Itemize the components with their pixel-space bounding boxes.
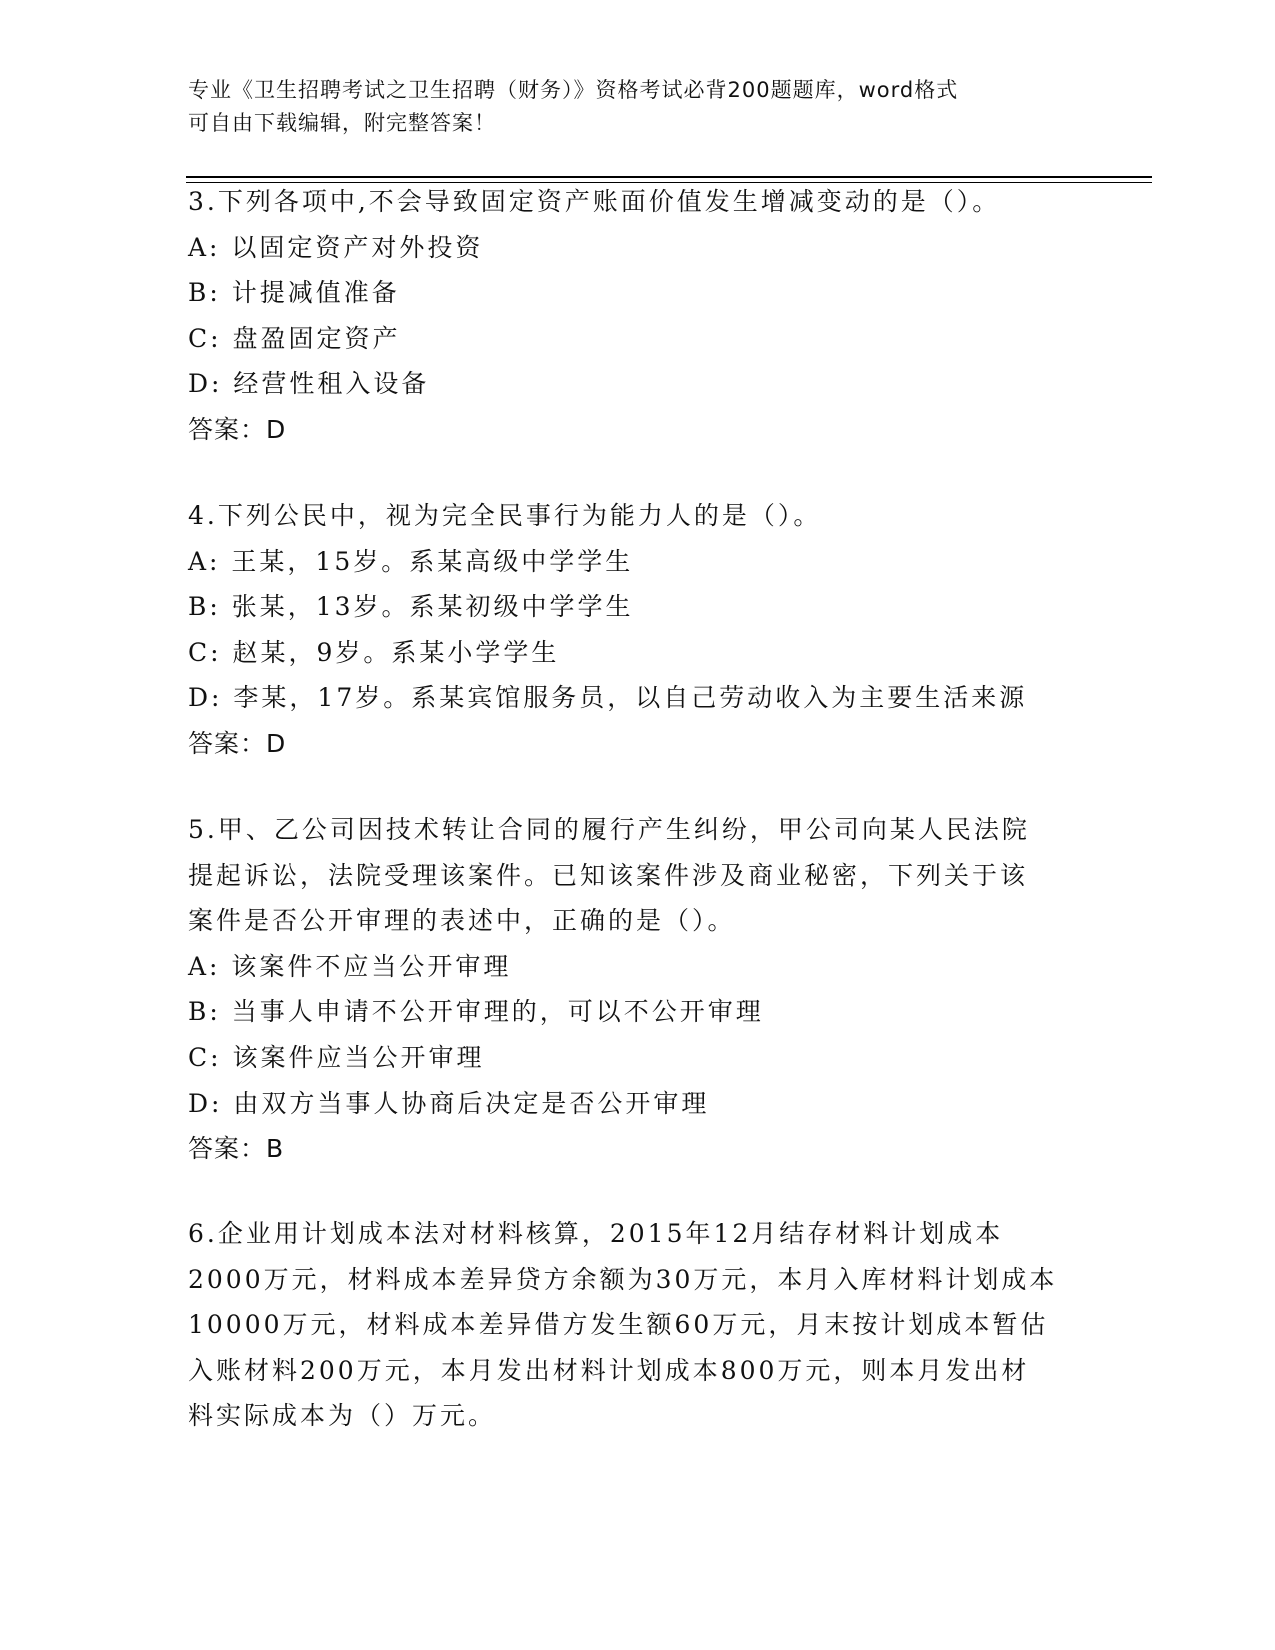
option-c: C: 赵某，9岁。系某小学学生 — [188, 637, 560, 667]
question-3 — [188, 179, 1088, 453]
question-5 — [188, 807, 1088, 1172]
answer-text: 答案：B — [188, 1134, 285, 1164]
question-4 — [188, 493, 1088, 767]
question-stem-line-5: 料实际成本为（）万元。 — [188, 1401, 497, 1431]
option-d: D: 李某，17岁。系某宾馆服务员，以自己劳动收入为主要生活来源 — [188, 683, 1028, 713]
question-stem-line-1: 6.企业用计划成本法对材料核算，2015年12月结存材料计划成本 — [188, 1219, 1004, 1248]
question-stem: 4.下列公民中，视为完全民事行为能力人的是（）。 — [188, 501, 822, 530]
document-header — [188, 74, 1068, 140]
option-b: B: 计提减值准备 — [188, 278, 400, 308]
header-line-1: 专业《卫生招聘考试之卫生招聘（财务）》资格考试必背200题题库，word格式 — [188, 78, 959, 102]
option-a: A: 以固定资产对外投资 — [188, 232, 484, 262]
question-stem: 3.下列各项中,不会导致固定资产账面价值发生增减变动的是（）。 — [188, 187, 1001, 216]
option-a: A: 王某，15岁。系某高级中学学生 — [188, 546, 634, 576]
question-stem-line-3: 10000万元，材料成本差异借方发生额60万元，月末按计划成本暂估 — [188, 1310, 1049, 1340]
option-d: D: 经营性租入设备 — [188, 369, 430, 399]
option-d: D: 由双方当事人协商后决定是否公开审理 — [188, 1088, 710, 1118]
question-stem-line-2: 提起诉讼，法院受理该案件。已知该案件涉及商业秘密，下列关于该 — [188, 860, 1029, 890]
question-stem-line-2: 2000万元，材料成本差异贷方余额为30万元，本月入库材料计划成本 — [188, 1264, 1058, 1294]
question-stem-line-1: 5.甲、乙公司因技术转让合同的履行产生纠纷，甲公司向某人民法院 — [188, 815, 1030, 844]
option-c: C: 该案件应当公开审理 — [188, 1042, 485, 1072]
question-stem-line-3: 案件是否公开审理的表述中，正确的是（）。 — [188, 906, 736, 936]
option-c: C: 盘盈固定资产 — [188, 323, 401, 353]
option-b: B: 当事人申请不公开审理的，可以不公开审理 — [188, 997, 764, 1027]
option-b: B: 张某，13岁。系某初级中学学生 — [188, 592, 634, 622]
header-divider-thick — [186, 176, 1152, 178]
option-a: A: 该案件不应当公开审理 — [188, 951, 512, 981]
question-6 — [188, 1211, 1088, 1439]
header-line-2: 可自由下载编辑，附完整答案！ — [188, 111, 496, 135]
answer-text: 答案：D — [188, 414, 287, 444]
answer-text: 答案：D — [188, 728, 287, 758]
question-stem-line-4: 入账材料200万元，本月发出材料计划成本800万元，则本月发出材 — [188, 1355, 1030, 1385]
